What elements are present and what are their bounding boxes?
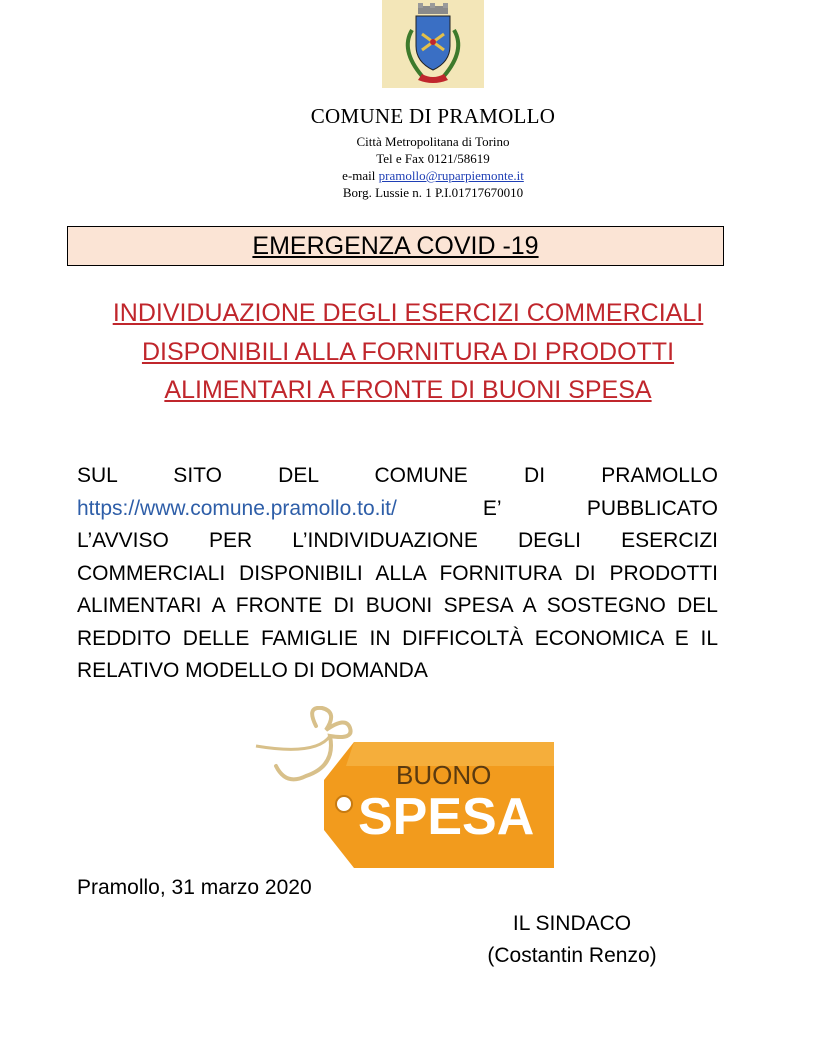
title-line: INDIVIDUAZIONE DEGLI ESERCIZI COMMERCIALI xyxy=(112,299,704,327)
body-line: ALIMENTARI A FRONTE DI BUONI SPESA A SOSTEGNO DEL xyxy=(77,594,718,617)
letterhead xyxy=(0,104,816,201)
voucher-word-spesa: SPESA xyxy=(358,788,535,846)
notice-title xyxy=(40,294,776,410)
coat-of-arms-logo xyxy=(382,0,484,88)
body-line-part: E’ PUBBLICATO xyxy=(482,496,718,520)
email-label: e-mail xyxy=(342,168,376,183)
title-line: ALIMENTARI A FRONTE DI BUONI SPESA xyxy=(164,376,652,404)
email-line xyxy=(0,167,816,184)
signature-block xyxy=(474,908,670,972)
voucher-word-buono: BUONO xyxy=(396,760,492,790)
body-line: RELATIVO MODELLO DI DOMANDA xyxy=(77,659,428,682)
body-line: L’AVVISO PER L’INDIVIDUAZIONE DEGLI ESERCIZI xyxy=(77,529,718,552)
body-line: REDDITO DELLE FAMIGLIE IN DIFFICOLTÀ ECONOMICA E IL xyxy=(77,626,718,650)
emergency-banner xyxy=(67,226,724,266)
document-date: Pramollo, 31 marzo 2020 xyxy=(77,876,312,899)
signatory-name: (Costantin Renzo) xyxy=(487,944,657,967)
title-line: DISPONIBILI ALLA FORNITURA DI PRODOTTI xyxy=(141,337,675,366)
body-line-with-link xyxy=(77,493,718,526)
email-link[interactable]: pramollo@ruparpiemonte.it xyxy=(378,168,524,183)
body-line: SUL SITO DEL COMUNE DI PRAMOLLO xyxy=(77,464,718,487)
banner-text: EMERGENZA COVID -19 xyxy=(252,232,539,260)
address-line: Borg. Lussie n. 1 P.I.01717670010 xyxy=(342,185,524,200)
notice-body xyxy=(77,460,718,688)
phone-line: Tel e Fax 0121/58619 xyxy=(376,151,490,166)
body-line: COMMERCIALI DISPONIBILI ALLA FORNITURA DI PRODOTTI xyxy=(77,561,718,585)
signatory-role: IL SINDACO xyxy=(512,912,632,935)
website-link[interactable]: https://www.comune.pramollo.to.it/ xyxy=(77,496,397,520)
municipality-name: COMUNE DI PRAMOLLO xyxy=(310,104,556,128)
city-line: Città Metropolitana di Torino xyxy=(356,134,510,149)
voucher-tag-image xyxy=(246,706,554,870)
